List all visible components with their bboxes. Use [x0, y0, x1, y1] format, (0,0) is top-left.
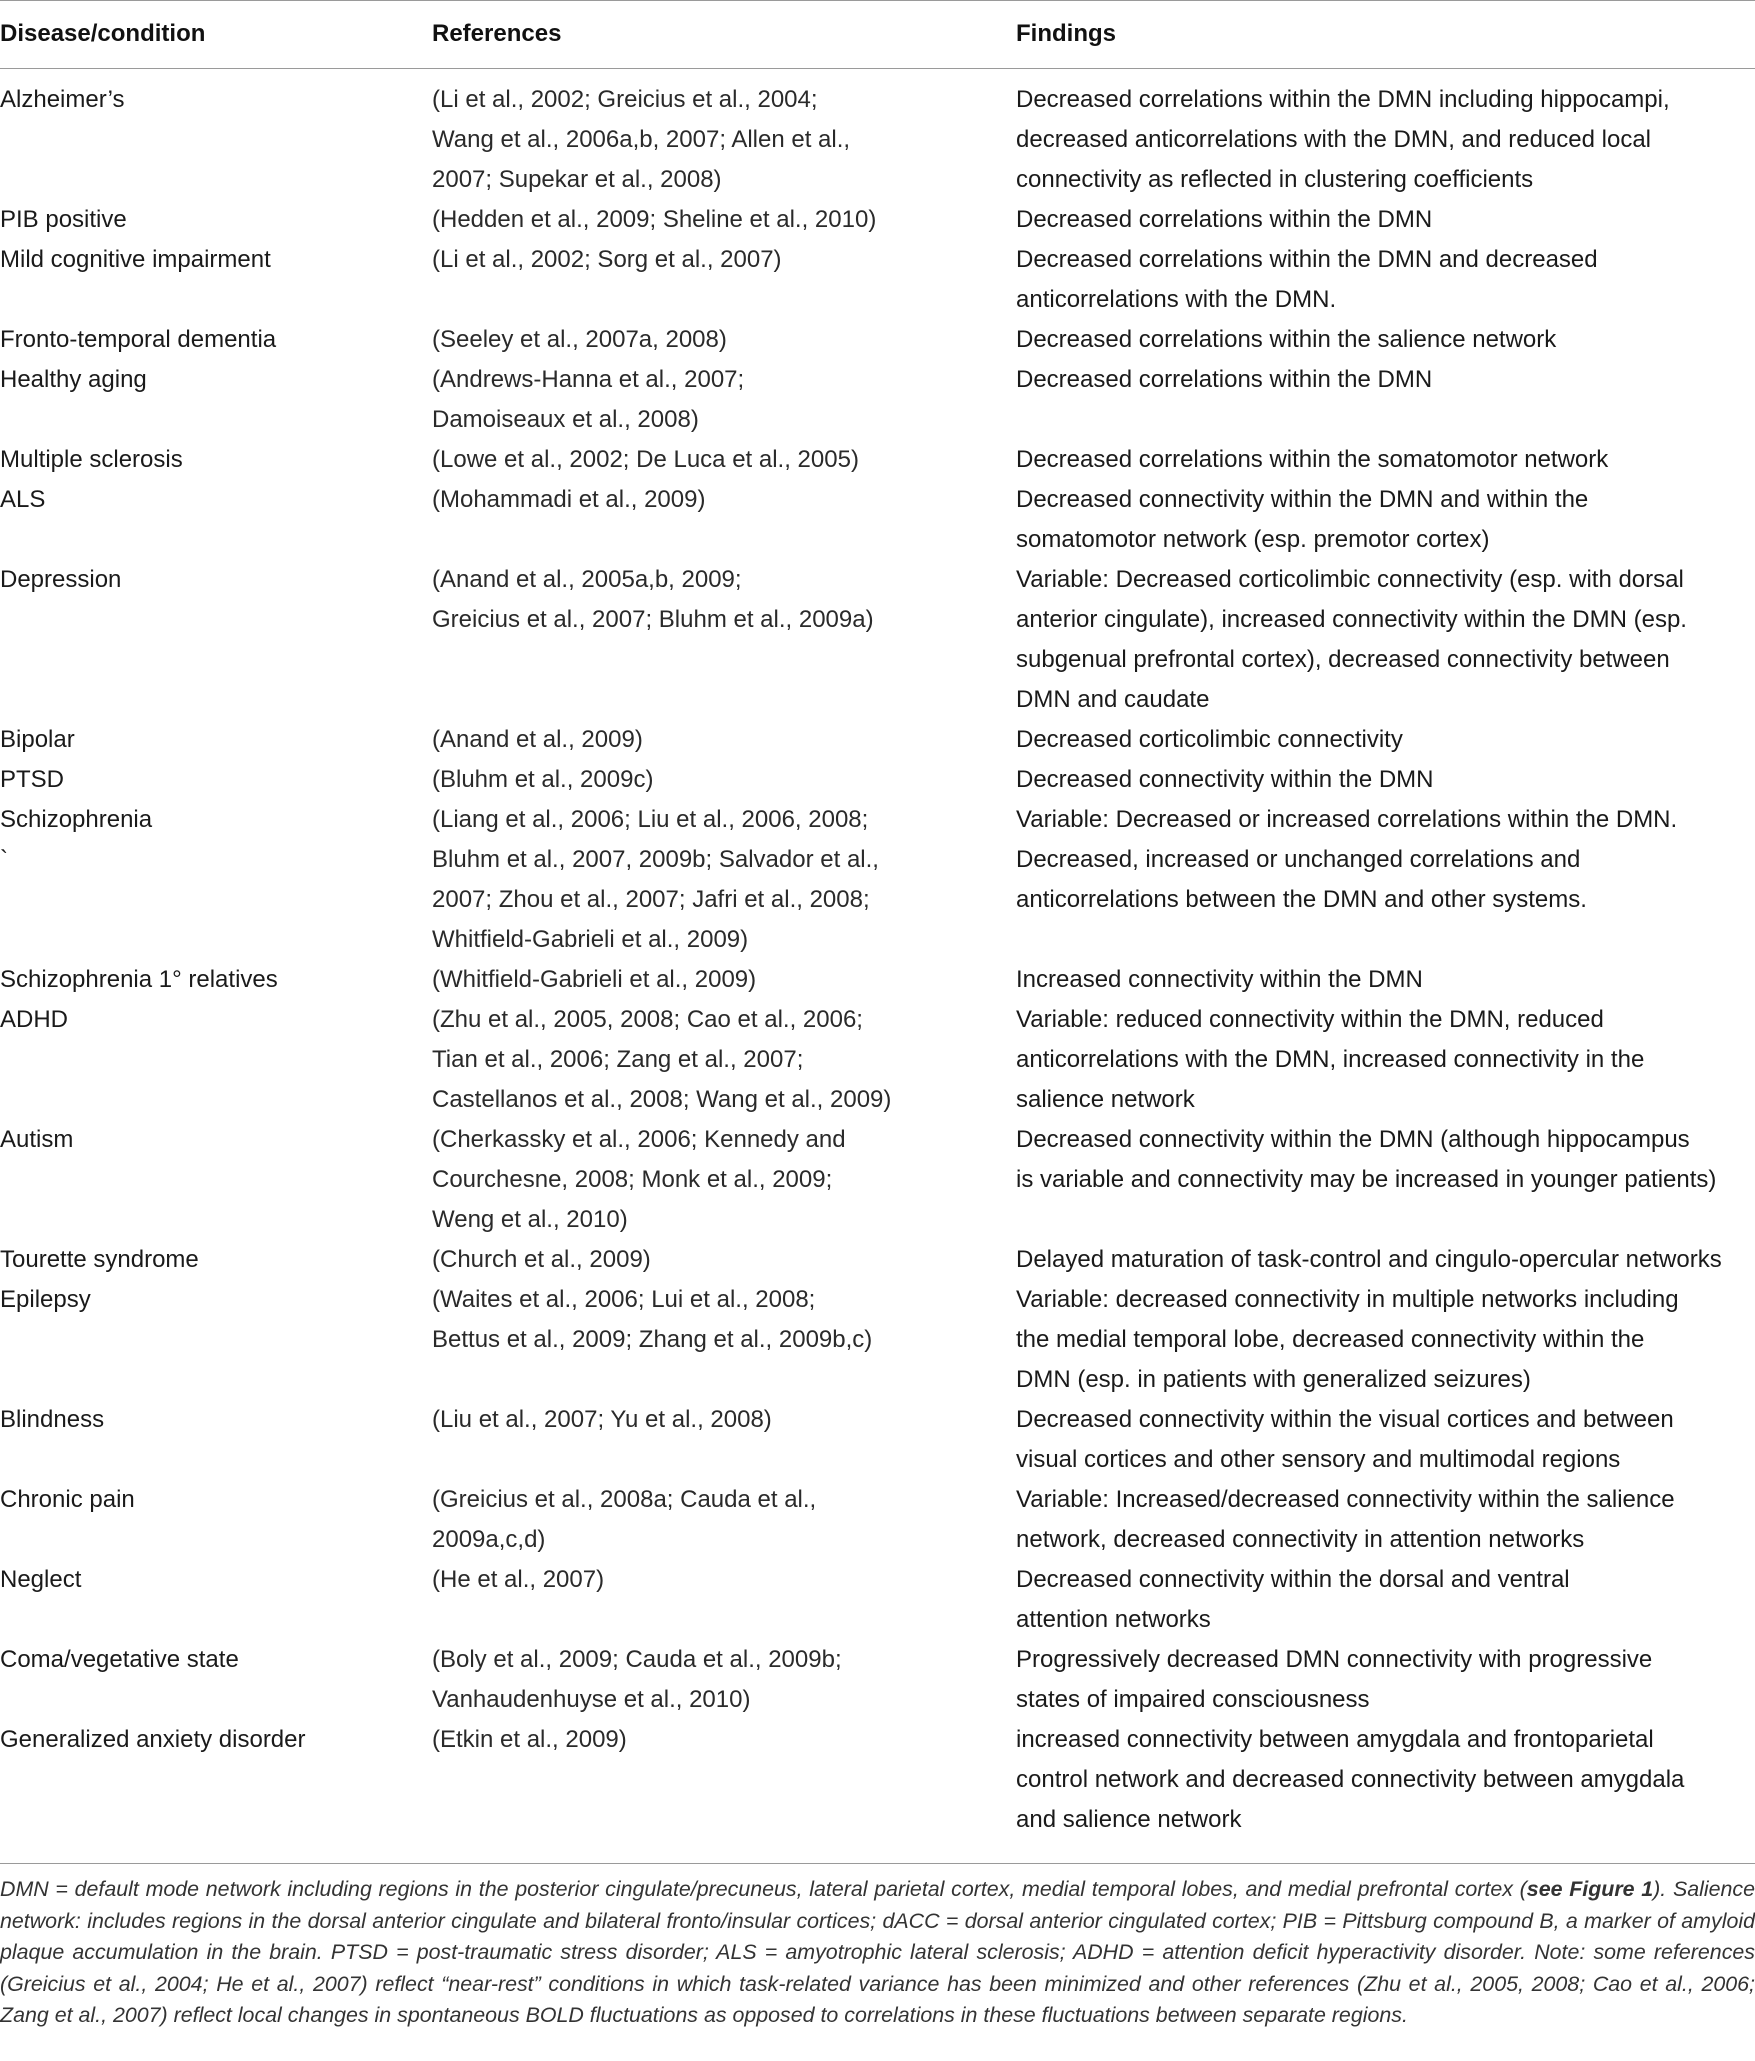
table-row — [0, 440, 1755, 480]
cell-findings: Decreased correlations within the salience network — [1016, 326, 1557, 353]
cell-references: (Greicius et al., 2008a; Cauda et al., 2009a,c,d) — [432, 1486, 817, 1553]
header-references: References — [432, 20, 562, 47]
cell-references: (Boly et al., 2009; Cauda et al., 2009b; Vanhaudenhuyse et al., 2010) — [432, 1646, 842, 1713]
top-rule — [0, 0, 1755, 1]
header-disease-condition: Disease/condition — [0, 20, 206, 47]
cell-references: (Etkin et al., 2009) — [432, 1726, 627, 1753]
header-rule — [0, 68, 1755, 69]
cell-findings: Decreased correlations within the DMN — [1016, 206, 1433, 233]
table-row — [0, 960, 1755, 1000]
cell-findings: Decreased connectivity within the dorsal and ventral attention networks — [1016, 1566, 1570, 1633]
bottom-rule — [0, 1863, 1755, 1864]
cell-findings: Decreased correlations within the somatomotor network — [1016, 446, 1609, 473]
cell-references: (Lowe et al., 2002; De Luca et al., 2005) — [432, 446, 859, 473]
cell-references: (Mohammadi et al., 2009) — [432, 486, 706, 513]
table-row — [0, 800, 1755, 960]
cell-findings: Decreased connectivity within the DMN (although hippocampus is variable and connectivity may be increased in younger patients) — [1016, 1126, 1717, 1193]
cell-references: (Andrews-Hanna et al., 2007; Damoiseaux et al., 2008) — [432, 366, 745, 433]
table-row — [0, 1240, 1755, 1280]
footnote-figure-ref: see Figure 1 — [1526, 1877, 1654, 1901]
cell-references: (Anand et al., 2009) — [432, 726, 643, 753]
cell-findings: Progressively decreased DMN connectivity with progressive states of impaired consciousness — [1016, 1646, 1653, 1713]
table-row — [0, 480, 1755, 560]
cell-condition: Tourette syndrome — [0, 1246, 199, 1273]
table-row — [0, 1120, 1755, 1240]
cell-condition: Neglect — [0, 1566, 82, 1593]
table-row — [0, 560, 1755, 720]
table-row — [0, 1400, 1755, 1480]
cell-condition: Autism — [0, 1126, 74, 1153]
header-findings: Findings — [1016, 20, 1116, 47]
cell-condition: Coma/vegetative state — [0, 1646, 239, 1673]
cell-condition: Bipolar — [0, 726, 75, 753]
table-row — [0, 1280, 1755, 1400]
table-body — [0, 80, 1755, 1840]
cell-findings: Decreased corticolimbic connectivity — [1016, 726, 1403, 753]
cell-references: (Waites et al., 2006; Lui et al., 2008; Bettus et al., 2009; Zhang et al., 2009b,c) — [432, 1286, 873, 1353]
cell-condition: ALS — [0, 486, 46, 513]
cell-findings: Decreased connectivity within the visual cortices and between visual cortices and other sensory and multimodal regions — [1016, 1406, 1674, 1473]
cell-condition: Generalized anxiety disorder — [0, 1726, 306, 1753]
cell-condition: PTSD — [0, 766, 65, 793]
table-row — [0, 1720, 1755, 1840]
footnote-text-1: DMN = default mode network including regions in the posterior cingulate/precuneus, lateral parietal cortex, medial temporal lobes, and medial prefrontal cortex ( — [0, 1877, 1527, 1901]
table-row — [0, 1640, 1755, 1720]
cell-condition: Epilepsy — [0, 1286, 91, 1313]
table-row — [0, 720, 1755, 760]
cell-findings: Variable: Increased/decreased connectivity within the salience network, decreased connectivity in attention networks — [1016, 1486, 1675, 1553]
cell-condition: Healthy aging — [0, 366, 147, 393]
cell-findings: Decreased connectivity within the DMN and within the somatomotor network (esp. premotor cortex) — [1016, 486, 1589, 553]
cell-condition: ADHD — [0, 1006, 69, 1033]
cell-references: (Bluhm et al., 2009c) — [432, 766, 654, 793]
table-row — [0, 1000, 1755, 1120]
table-row — [0, 320, 1755, 360]
table-row — [0, 80, 1755, 200]
table-row — [0, 1480, 1755, 1560]
cell-references: (Zhu et al., 2005, 2008; Cao et al., 2006; Tian et al., 2006; Zang et al., 2007; Castellanos et al., 2008; Wang et al., 2009) — [432, 1006, 892, 1113]
cell-findings: Decreased correlations within the DMN — [1016, 366, 1433, 393]
cell-references: (Cherkassky et al., 2006; Kennedy and Courchesne, 2008; Monk et al., 2009; Weng et al., 2010) — [432, 1126, 846, 1233]
cell-condition: PIB positive — [0, 206, 127, 233]
cell-findings: Variable: reduced connectivity within the DMN, reduced anticorrelations with the DMN, increased connectivity in the salience network — [1016, 1006, 1645, 1113]
cell-references: (Church et al., 2009) — [432, 1246, 651, 1273]
cell-findings: Variable: decreased connectivity in multiple networks including the medial temporal lobe, decreased connectivity within the DMN (esp. in patients with generalized seizures) — [1016, 1286, 1679, 1393]
cell-condition: Schizophrenia ` — [0, 806, 153, 873]
table-row — [0, 240, 1755, 320]
cell-references: (He et al., 2007) — [432, 1566, 605, 1593]
cell-condition: Chronic pain — [0, 1486, 135, 1513]
cell-references: (Whitfield-Gabrieli et al., 2009) — [432, 966, 757, 993]
table-header — [0, 14, 1755, 54]
footnote-text-2: ). Salience network: includes regions in the dorsal anterior cingulate and bilateral fronto/insular cortices; dACC = dorsal anterior cingulated cortex; PIB = Pittsburg compound B, a marker of amyloid plaque accumulation in the brain. PTSD = post-traumatic stress disorder; ALS = amyotrophic lateral sclerosis; ADHD = attention deficit hyperactivity disorder. Note: some references (Greicius et al., 2004; He et al., 2007) reflect “near-rest” conditions in which task-related variance has been minimized and other references (Zhu et al., 2005, 2008; Cao et al., 2006; Zang et al., 2007) reflect local changes in spontaneous BOLD fluctuations as opposed to correlations in these fluctuations between separate regions. — [0, 1877, 1755, 2027]
cell-condition: Blindness — [0, 1406, 105, 1433]
cell-references: (Seeley et al., 2007a, 2008) — [432, 326, 727, 353]
cell-findings: Decreased correlations within the DMN including hippocampi, decreased anticorrelations with the DMN, and reduced local connectivity as reflected in clustering coefficients — [1016, 86, 1670, 193]
cell-findings: Variable: Decreased corticolimbic connectivity (esp. with dorsal anterior cingulate), increased connectivity within the DMN (esp. subgenual prefrontal cortex), decreased connectivity between DMN and caudate — [1016, 566, 1687, 713]
cell-references: (Li et al., 2002; Greicius et al., 2004; Wang et al., 2006a,b, 2007; Allen et al., 2007; Supekar et al., 2008) — [432, 86, 851, 193]
cell-references: (Hedden et al., 2009; Sheline et al., 2010) — [432, 206, 877, 233]
cell-findings: Decreased connectivity within the DMN — [1016, 766, 1434, 793]
table-row — [0, 760, 1755, 800]
cell-findings: Increased connectivity within the DMN — [1016, 966, 1423, 993]
cell-condition: Mild cognitive impairment — [0, 246, 271, 273]
cell-findings: Variable: Decreased or increased correlations within the DMN. Decreased, increased or unchanged correlations and anticorrelations between the DMN and other systems. — [1016, 806, 1678, 913]
cell-references: (Anand et al., 2005a,b, 2009; Greicius et al., 2007; Bluhm et al., 2009a) — [432, 566, 874, 633]
table-footnote — [0, 1874, 1755, 2032]
cell-findings: Delayed maturation of task-control and cingulo-opercular networks — [1016, 1246, 1722, 1273]
table-row — [0, 200, 1755, 240]
cell-condition: Alzheimer’s — [0, 86, 125, 113]
cell-condition: Schizophrenia 1° relatives — [0, 966, 278, 993]
cell-findings: increased connectivity between amygdala and frontoparietal control network and decreased connectivity between amygdala and salience network — [1016, 1726, 1685, 1833]
table-row — [0, 360, 1755, 440]
cell-condition: Multiple sclerosis — [0, 446, 183, 473]
cell-references: (Liu et al., 2007; Yu et al., 2008) — [432, 1406, 772, 1433]
cell-condition: Fronto-temporal dementia — [0, 326, 277, 353]
cell-references: (Liang et al., 2006; Liu et al., 2006, 2008; Bluhm et al., 2007, 2009b; Salvador et al., 2007; Zhou et al., 2007; Jafri et al., 2008; Whitfield-Gabrieli et al., 2009) — [432, 806, 879, 953]
table-row — [0, 1560, 1755, 1640]
cell-findings: Decreased correlations within the DMN and decreased anticorrelations with the DMN. — [1016, 246, 1598, 313]
cell-condition: Depression — [0, 566, 122, 593]
cell-references: (Li et al., 2002; Sorg et al., 2007) — [432, 246, 782, 273]
